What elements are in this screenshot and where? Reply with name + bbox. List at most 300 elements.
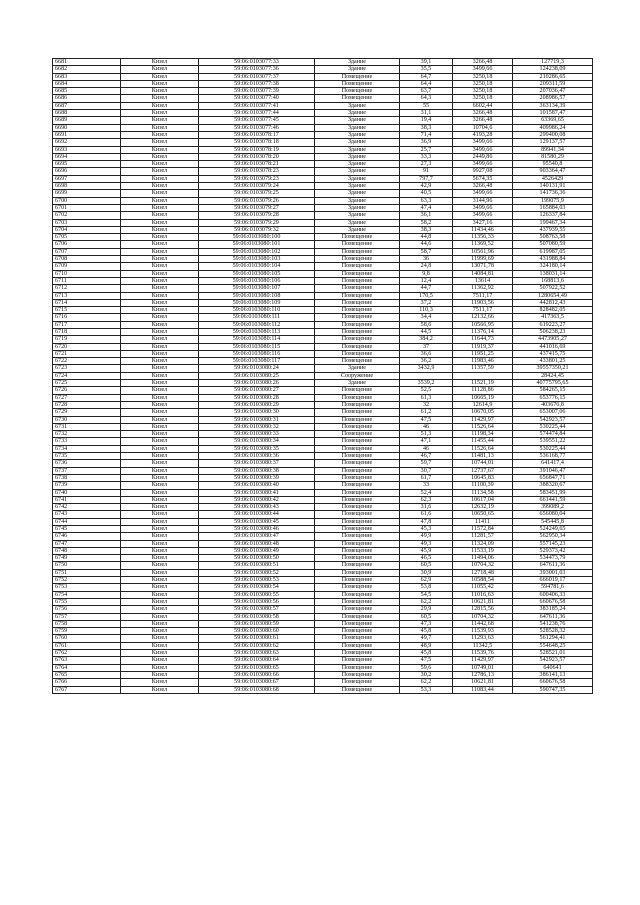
cadastral-value-cell: 507080,59 (513, 241, 593, 248)
area-cell: 47,5 (400, 416, 453, 423)
object-type-cell: Здание (315, 204, 400, 211)
cadastral-value-cell: 561294,41 (513, 635, 593, 642)
cadastral-number-cell: 59:06:0103080:49 (199, 547, 315, 554)
cadastral-value-cell: 39557350,21 (513, 365, 593, 372)
cadastral-number-cell: 59:06:0103077:36 (199, 66, 315, 73)
cadastral-value-cell: 437415,75 (513, 350, 593, 357)
specific-value-cell: 12718,48 (453, 569, 513, 576)
city-cell: Кизел (121, 401, 199, 408)
object-type-cell: Здание (315, 175, 400, 182)
area-cell: 48,9 (400, 642, 453, 649)
row-number: 6688 (53, 110, 121, 117)
table-row (53, 577, 593, 584)
table-row (53, 102, 593, 109)
row-number: 6727 (53, 394, 121, 401)
area-cell: 9,8 (400, 270, 453, 277)
table-row (53, 314, 593, 321)
specific-value-cell: 13071,78 (453, 263, 513, 270)
specific-value-cell: 11521,19 (453, 380, 513, 387)
row-number: 6714 (53, 299, 121, 306)
row-number: 6713 (53, 292, 121, 299)
cadastral-number-cell: 59:06:0103080:45 (199, 518, 315, 525)
table-row (53, 409, 593, 416)
cadastral-number-cell: 59:06:0103080:109 (199, 299, 315, 306)
cadastral-number-cell: 59:06:0103079:24 (199, 183, 315, 190)
table-row (53, 547, 593, 554)
cadastral-value-cell: 574474,84 (513, 431, 593, 438)
object-type-cell: Помещение (315, 292, 400, 299)
object-type-cell: Помещение (315, 423, 400, 430)
table-body (53, 59, 593, 694)
area-cell: 46,5 (400, 555, 453, 562)
cadastral-number-cell: 59:06:0103078:17 (199, 131, 315, 138)
city-cell: Кизел (121, 577, 199, 584)
cadastral-number-cell: 59:06:0103080:33 (199, 431, 315, 438)
specific-value-cell: 11362,92 (453, 285, 513, 292)
city-cell: Кизел (121, 511, 199, 518)
city-cell: Кизел (121, 219, 199, 226)
cadastral-value-cell: 590747,35 (513, 686, 593, 693)
city-cell: Кизел (121, 555, 199, 562)
object-type-cell: Помещение (315, 474, 400, 481)
row-number: 6721 (53, 350, 121, 357)
table-row (53, 321, 593, 328)
cadastral-value-cell: 89941,34 (513, 146, 593, 153)
row-number: 6704 (53, 226, 121, 233)
cadastral-number-cell: 59:06:0103078:20 (199, 153, 315, 160)
cadastral-number-cell: 59:06:0103079:26 (199, 197, 315, 204)
specific-value-cell: 7511,17 (453, 292, 513, 299)
object-type-cell: Помещение (315, 591, 400, 598)
specific-value-cell: 13614 (453, 277, 513, 284)
city-cell: Кизел (121, 489, 199, 496)
specific-value-cell: 3499,66 (453, 212, 513, 219)
specific-value-cell: 11055,42 (453, 584, 513, 591)
specific-value-cell: 3144,96 (453, 197, 513, 204)
object-type-cell: Помещение (315, 387, 400, 394)
table-row (53, 569, 593, 576)
cadastral-number-cell: 59:06:0103080:52 (199, 569, 315, 576)
cadastral-value-cell: 63369,65 (513, 117, 593, 124)
cadastral-value-cell: 140131,91 (513, 183, 593, 190)
object-type-cell: Помещение (315, 489, 400, 496)
specific-value-cell: 10617,04 (453, 496, 513, 503)
object-type-cell: Помещение (315, 467, 400, 474)
area-cell: 46 (400, 445, 453, 452)
cadastral-value-cell: 40775795,65 (513, 380, 593, 387)
table-row (53, 168, 593, 175)
cadastral-value-cell: 554648,25 (513, 642, 593, 649)
object-type-cell: Помещение (315, 569, 400, 576)
specific-value-cell: 3266,48 (453, 183, 513, 190)
area-cell: 64,4 (400, 80, 453, 87)
area-cell: 52,4 (400, 489, 453, 496)
area-cell: 35,5 (400, 66, 453, 73)
cadastral-number-cell: 59:06:0103077:37 (199, 73, 315, 80)
object-type-cell: Помещение (315, 328, 400, 335)
city-cell: Кизел (121, 234, 199, 241)
city-cell: Кизел (121, 336, 199, 343)
specific-value-cell: 10704,32 (453, 562, 513, 569)
area-cell: 53,8 (400, 584, 453, 591)
area-cell: 33,3 (400, 153, 453, 160)
specific-value-cell: 3499,66 (453, 190, 513, 197)
row-number: 6737 (53, 467, 121, 474)
city-cell: Кизел (121, 314, 199, 321)
table-row (53, 59, 593, 66)
object-type-cell: Помещение (315, 533, 400, 540)
cadastral-number-cell: 59:06:0103078:21 (199, 161, 315, 168)
table-row (53, 365, 593, 372)
city-cell: Кизел (121, 642, 199, 649)
city-cell: Кизел (121, 95, 199, 102)
specific-value-cell: 11281,57 (453, 533, 513, 540)
specific-value-cell: 12632,19 (453, 504, 513, 511)
cadastral-value-cell: 903364,47 (513, 168, 593, 175)
cadastral-value-cell: 138031,14 (513, 270, 593, 277)
cadastral-number-cell: 59:06:0103080:32 (199, 423, 315, 430)
cadastral-value-cell: 529373,42 (513, 547, 593, 554)
cadastral-number-cell: 59:06:0103080:55 (199, 591, 315, 598)
city-cell: Кизел (121, 635, 199, 642)
object-type-cell: Помещение (315, 321, 400, 328)
object-type-cell: Помещение (315, 635, 400, 642)
area-cell: 91 (400, 168, 453, 175)
table-row (53, 350, 593, 357)
cadastral-value-cell: 209311,59 (513, 80, 593, 87)
city-cell: Кизел (121, 657, 199, 664)
city-cell: Кизел (121, 664, 199, 671)
cadastral-value-cell: 208986,57 (513, 95, 593, 102)
specific-value-cell: 3266,48 (453, 117, 513, 124)
area-cell: 37 (400, 343, 453, 350)
city-cell: Кизел (121, 183, 199, 190)
cadastral-number-cell: 59:06:0103080:112 (199, 321, 315, 328)
object-type-cell: Помещение (315, 234, 400, 241)
city-cell: Кизел (121, 686, 199, 693)
cadastral-value-cell: 386141,13 (513, 671, 593, 678)
cadastral-number-cell: 59:06:0103080:68 (199, 686, 315, 693)
city-cell: Кизел (121, 175, 199, 182)
object-type-cell: Здание (315, 102, 400, 109)
cadastral-number-cell: 59:06:0103077:39 (199, 88, 315, 95)
row-number: 6739 (53, 482, 121, 489)
row-number: 6706 (53, 241, 121, 248)
city-cell: Кизел (121, 139, 199, 146)
cadastral-value-cell: 594781,6 (513, 584, 593, 591)
area-cell: 36,1 (400, 212, 453, 219)
row-number: 6747 (53, 540, 121, 547)
cadastral-number-cell: 59:06:0103080:41 (199, 489, 315, 496)
table-row (53, 387, 593, 394)
row-number: 6735 (53, 453, 121, 460)
cadastral-number-cell: 59:06:0103080:48 (199, 540, 315, 547)
table-row (53, 88, 593, 95)
object-type-cell: Помещение (315, 431, 400, 438)
cadastral-value-cell: 653007,06 (513, 409, 593, 416)
row-number: 6755 (53, 598, 121, 605)
specific-value-cell: 11494,06 (453, 555, 513, 562)
specific-value-cell: 11539,93 (453, 628, 513, 635)
cadastral-number-cell: 59:06:0103079:25 (199, 190, 315, 197)
specific-value-cell: 3266,48 (453, 59, 513, 66)
specific-value-cell: 10621,81 (453, 679, 513, 686)
specific-value-cell: 11293,63 (453, 635, 513, 642)
cadastral-number-cell: 59:06:0103078:23 (199, 168, 315, 175)
table-row (53, 131, 593, 138)
city-cell: Кизел (121, 66, 199, 73)
specific-value-cell: 3250,18 (453, 80, 513, 87)
object-type-cell: Помещение (315, 350, 400, 357)
table-row (53, 343, 593, 350)
city-cell: Кизел (121, 80, 199, 87)
table-row (53, 285, 593, 292)
area-cell: 52,5 (400, 387, 453, 394)
object-type-cell: Здание (315, 131, 400, 138)
row-number: 6726 (53, 387, 121, 394)
specific-value-cell: 11369,52 (453, 241, 513, 248)
object-type-cell: Помещение (315, 555, 400, 562)
cadastral-value-cell: 437939,55 (513, 226, 593, 233)
table-row (53, 511, 593, 518)
city-cell: Кизел (121, 474, 199, 481)
city-cell: Кизел (121, 124, 199, 131)
table-row (53, 95, 593, 102)
area-cell: 31,6 (400, 504, 453, 511)
table-row (53, 518, 593, 525)
area-cell: 54,5 (400, 591, 453, 598)
city-cell: Кизел (121, 343, 199, 350)
object-type-cell: Помещение (315, 584, 400, 591)
cadastral-number-cell: 59:06:0103080:58 (199, 613, 315, 620)
area-cell: 797,7 (400, 175, 453, 182)
row-number: 6710 (53, 270, 121, 277)
city-cell: Кизел (121, 613, 199, 620)
table-row (53, 423, 593, 430)
cadastral-value-cell: 417363,5 (513, 314, 593, 321)
specific-value-cell: 10566,95 (453, 321, 513, 328)
cadastral-number-cell: 59:06:0103080:27 (199, 387, 315, 394)
object-type-cell: Помещение (315, 496, 400, 503)
city-cell: Кизел (121, 606, 199, 613)
specific-value-cell (453, 372, 513, 379)
specific-value-cell: 3250,18 (453, 95, 513, 102)
cadastral-value-cell: 584265,15 (513, 387, 593, 394)
object-type-cell: Помещение (315, 650, 400, 657)
cadastral-value-cell: 299400,08 (513, 131, 593, 138)
area-cell: 61,3 (400, 394, 453, 401)
specific-value-cell: 10665,19 (453, 394, 513, 401)
table-row (53, 372, 593, 379)
object-type-cell: Помещение (315, 73, 400, 80)
city-cell: Кизел (121, 263, 199, 270)
cadastral-value-cell: 656847,71 (513, 474, 593, 481)
table-row (53, 453, 593, 460)
object-type-cell: Помещение (315, 80, 400, 87)
cadastral-value-cell: 363134,39 (513, 102, 593, 109)
cadastral-number-cell: 59:06:0103080:110 (199, 307, 315, 314)
city-cell: Кизел (121, 547, 199, 554)
cadastral-number-cell: 59:06:0103079:27 (199, 204, 315, 211)
cadastral-value-cell: 507922,52 (513, 285, 593, 292)
row-number: 6748 (53, 547, 121, 554)
table-row (53, 540, 593, 547)
specific-value-cell: 14084,81 (453, 270, 513, 277)
cadastral-number-cell: 59:06:0103079:23 (199, 175, 315, 182)
city-cell: Кизел (121, 110, 199, 117)
table-row (53, 394, 593, 401)
table-row (53, 496, 593, 503)
table-row (53, 80, 593, 87)
city-cell: Кизел (121, 241, 199, 248)
city-cell: Кизел (121, 256, 199, 263)
row-number: 6719 (53, 336, 121, 343)
city-cell: Кизел (121, 358, 199, 365)
table-row (53, 679, 593, 686)
cadastral-number-cell: 59:06:0103080:40 (199, 482, 315, 489)
object-type-cell: Помещение (315, 642, 400, 649)
specific-value-cell: 10704,32 (453, 613, 513, 620)
row-number: 6752 (53, 577, 121, 584)
area-cell: 49,9 (400, 533, 453, 540)
object-type-cell: Здание (315, 183, 400, 190)
row-number: 6701 (53, 204, 121, 211)
cadastral-value-cell: 534473,79 (513, 555, 593, 562)
row-number: 6746 (53, 533, 121, 540)
row-number: 6717 (53, 321, 121, 328)
area-cell: 45,3 (400, 526, 453, 533)
table-row (53, 380, 593, 387)
cadastral-number-cell: 59:06:0103077:33 (199, 59, 315, 66)
row-number: 6689 (53, 117, 121, 124)
area-cell: 61,7 (400, 474, 453, 481)
cadastral-value-cell: 391046,47 (513, 467, 593, 474)
area-cell: 61,6 (400, 511, 453, 518)
cadastral-value-cell: 619987,05 (513, 248, 593, 255)
row-number: 6682 (53, 66, 121, 73)
cadastral-number-cell: 59:06:0103080:104 (199, 263, 315, 270)
cadastral-number-cell: 59:06:0103080:56 (199, 598, 315, 605)
cadastral-value-cell: 583451,99 (513, 489, 593, 496)
object-type-cell: Помещение (315, 657, 400, 664)
cadastral-value-cell: 647611,36 (513, 613, 593, 620)
city-cell: Кизел (121, 482, 199, 489)
specific-value-cell: 10650,65 (453, 511, 513, 518)
cadastral-value-cell: 409986,24 (513, 124, 593, 131)
area-cell: 384,2 (400, 336, 453, 343)
specific-value-cell: 11198,34 (453, 431, 513, 438)
cadastral-number-cell: 59:06:0103080:117 (199, 358, 315, 365)
specific-value-cell: 11983,46 (453, 358, 513, 365)
object-type-cell: Помещение (315, 394, 400, 401)
city-cell: Кизел (121, 628, 199, 635)
area-cell: 58,7 (400, 248, 453, 255)
city-cell: Кизел (121, 533, 199, 540)
table-row (53, 248, 593, 255)
object-type-cell: Здание (315, 110, 400, 117)
table-row (53, 416, 593, 423)
row-number: 6697 (53, 175, 121, 182)
cadastral-number-cell: 59:06:0103080:60 (199, 628, 315, 635)
specific-value-cell: 10645,83 (453, 474, 513, 481)
city-cell: Кизел (121, 671, 199, 678)
city-cell: Кизел (121, 168, 199, 175)
cadastral-number-cell: 59:06:0103080:102 (199, 248, 315, 255)
row-number: 6744 (53, 518, 121, 525)
cadastral-number-cell: 59:06:0103080:114 (199, 336, 315, 343)
cadastral-value-cell: 4473905,27 (513, 336, 593, 343)
object-type-cell: Помещение (315, 270, 400, 277)
area-cell (400, 372, 453, 379)
cadastral-number-cell: 59:06:0103080:39 (199, 474, 315, 481)
specific-value-cell: 3499,66 (453, 146, 513, 153)
table-row (53, 474, 593, 481)
object-type-cell: Здание (315, 117, 400, 124)
cadastral-value-cell: 660676,58 (513, 679, 593, 686)
row-number: 6732 (53, 431, 121, 438)
area-cell: 46 (400, 423, 453, 430)
cadastral-number-cell: 59:06:0103080:36 (199, 453, 315, 460)
area-cell: 44,8 (400, 234, 453, 241)
city-cell: Кизел (121, 131, 199, 138)
row-number: 6699 (53, 190, 121, 197)
table-row (53, 190, 593, 197)
object-type-cell: Здание (315, 212, 400, 219)
specific-value-cell: 11429,97 (453, 416, 513, 423)
specific-value-cell: 12737,67 (453, 467, 513, 474)
city-cell: Кизел (121, 394, 199, 401)
row-number: 6725 (53, 380, 121, 387)
specific-value-cell: 12132,66 (453, 314, 513, 321)
table-row (53, 124, 593, 131)
cadastral-value-cell: 126337,84 (513, 212, 593, 219)
city-cell: Кизел (121, 248, 199, 255)
table-row (53, 467, 593, 474)
cadastral-number-cell: 59:06:0103077:41 (199, 102, 315, 109)
area-cell: 44,6 (400, 241, 453, 248)
object-type-cell: Помещение (315, 358, 400, 365)
city-cell: Кизел (121, 423, 199, 430)
row-number: 6765 (53, 671, 121, 678)
object-type-cell: Помещение (315, 453, 400, 460)
cadastral-number-cell: 59:06:0103079:29 (199, 219, 315, 226)
area-cell: 63,3 (400, 197, 453, 204)
object-type-cell: Помещение (315, 540, 400, 547)
specific-value-cell: 11539,76 (453, 650, 513, 657)
cadastral-number-cell: 59:06:0103080:26 (199, 380, 315, 387)
specific-value-cell: 11357,59 (453, 365, 513, 372)
city-cell: Кизел (121, 409, 199, 416)
area-cell: 42,9 (400, 183, 453, 190)
row-number: 6700 (53, 197, 121, 204)
cadastral-number-cell: 59:06:0103080:57 (199, 606, 315, 613)
row-number: 6705 (53, 234, 121, 241)
row-number: 6724 (53, 372, 121, 379)
object-type-cell: Здание (315, 66, 400, 73)
cadastral-number-cell: 59:06:0103077:45 (199, 117, 315, 124)
city-cell: Кизел (121, 299, 199, 306)
cadastral-number-cell: 59:06:0103080:30 (199, 409, 315, 416)
cadastral-number-cell: 59:06:0103080:67 (199, 679, 315, 686)
cadastral-value-cell: 165884,03 (513, 204, 593, 211)
specific-value-cell: 11324,09 (453, 540, 513, 547)
cadastral-value-cell: 528521,01 (513, 650, 593, 657)
cadastral-number-cell: 59:06:0103080:54 (199, 584, 315, 591)
area-cell: 53,3 (400, 686, 453, 693)
area-cell: 34,4 (400, 314, 453, 321)
cadastral-number-cell: 59:06:0103080:65 (199, 664, 315, 671)
area-cell: 58,2 (400, 219, 453, 226)
